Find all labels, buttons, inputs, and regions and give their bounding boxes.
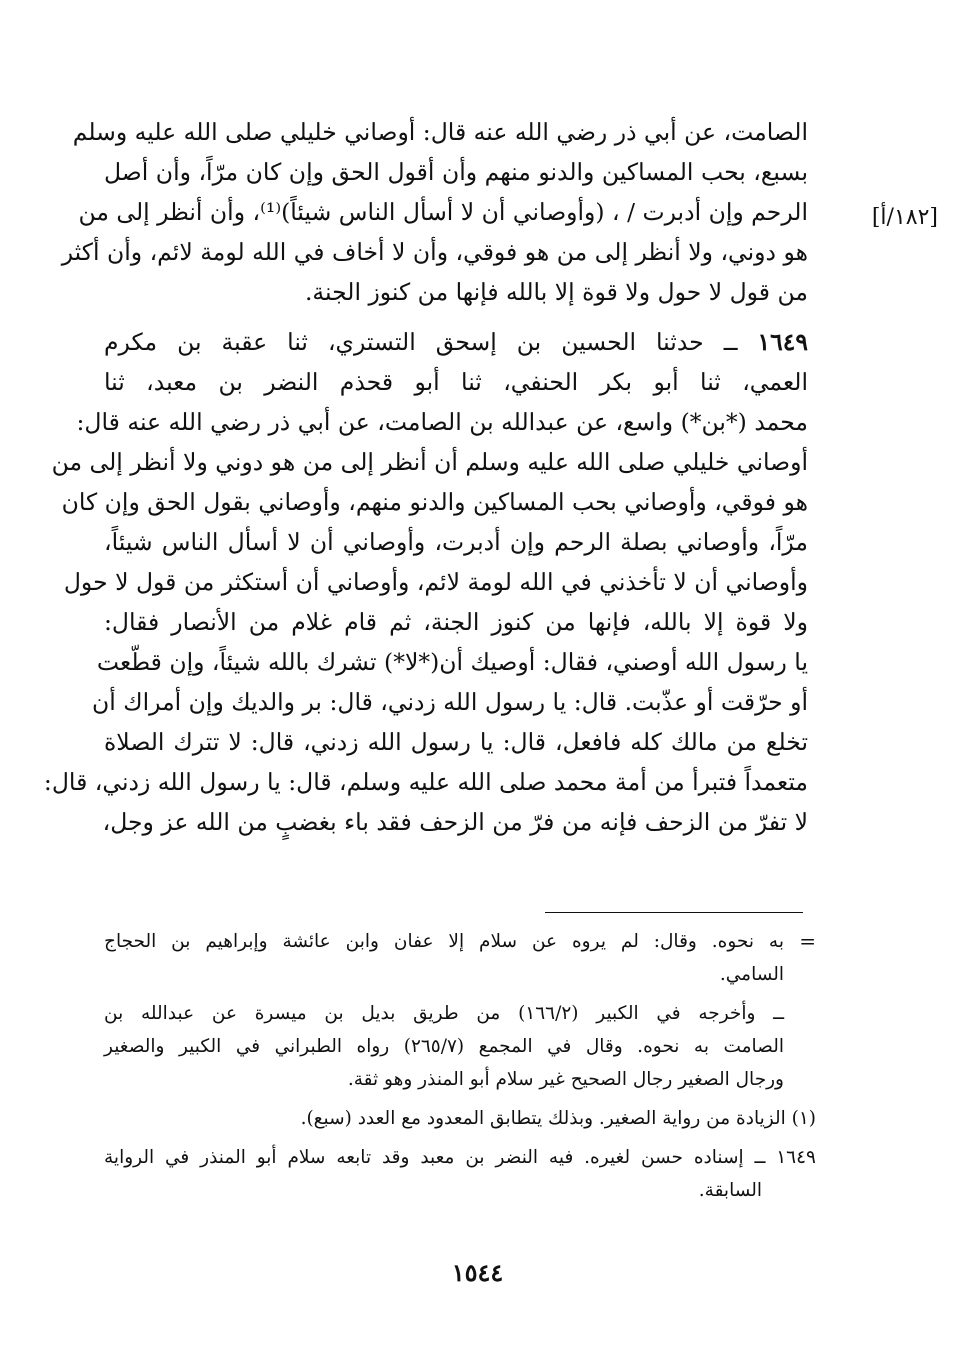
footnote-line: السابقة. bbox=[698, 1180, 762, 1201]
text-line: هو فوقي، وأوصاني بحب المساكين والدنو منهم، وأوصاني بقول الحق وإن كان bbox=[61, 488, 808, 516]
text-line: أوصاني خليلي صلى الله عليه وسلم أن أنظر إلى من هو دوني ولا أنظر إلى من bbox=[51, 448, 808, 476]
text-line: هو دوني، ولا أنظر إلى من هو فوقي، وأن لا أخاف في الله لومة لائم، وأن أكثر bbox=[61, 238, 808, 266]
hadith-first-line bbox=[104, 322, 808, 362]
paragraph-continuation bbox=[61, 112, 808, 312]
footnote-line: ــ وأخرجه في الكبير (١٦٦/٢) من طريق بديل بن ميسرة عن عبدالله بن bbox=[104, 1003, 784, 1024]
text-line: لا تفرّ من الزحف فإنه من فرّ من الزحف فقد باء بغضبٍ من الله عز وجل، bbox=[102, 808, 808, 836]
footnote-line: السامي. bbox=[719, 964, 784, 985]
footnote-1 bbox=[104, 1102, 816, 1135]
folio-margin-note: [١٨٢/أ] bbox=[871, 205, 938, 230]
footnote-takhrij bbox=[104, 997, 816, 1096]
text-line: العمي، ثنا أبو بكر الحنفي، ثنا أبو قحذم النضر بن معبد، ثنا bbox=[104, 368, 808, 396]
footnote-continuation bbox=[104, 925, 816, 991]
page-number: ١٥٤٤ bbox=[451, 1258, 504, 1287]
hadith-first-line-text: ــ حدثنا الحسين بن إسحق التستري، ثنا عقبة بن مكرم bbox=[104, 328, 738, 356]
text-line: وأوصاني أن لا تأخذني في الله لومة لائم، وأوصاني أن أستكثر من قول لا حول bbox=[63, 568, 808, 596]
footnote-1649 bbox=[104, 1141, 816, 1207]
text-line: الرحم وإن أدبرت / ، (وأوصاني أن لا أسأل الناس شيئاً)⁽¹⁾، وأن أنظر إلى من bbox=[78, 198, 808, 226]
text-line: من قول لا حول ولا قوة إلا بالله فإنها من كنوز الجنة. bbox=[304, 278, 808, 306]
text-line: ولا قوة إلا بالله، فإنها من كنوز الجنة، ثم قام غلام من الأنصار فقال: bbox=[104, 608, 808, 636]
text-line: يا رسول الله أوصني، فقال: أوصيك أن(*لا*) تشرك بالله شيئاً، وإن قطّعت bbox=[96, 648, 808, 676]
text-line: بسبع، بحب المساكين والدنو منهم وأن أقول الحق وإن كان مرّاً، وأن أصل bbox=[104, 158, 808, 186]
footnotes bbox=[104, 925, 816, 1207]
text-line: الصامت، عن أبي ذر رضي الله عنه قال: أوصاني خليلي صلى الله عليه وسلم bbox=[72, 118, 808, 146]
text-line: مرّاً، وأوصاني بصلة الرحم وإن أدبرت، وأوصاني أن لا أسأل الناس شيئاً، bbox=[104, 528, 808, 556]
hadith-paragraph bbox=[43, 322, 808, 842]
footnote-line: ١٦٤٩ ــ إسناده حسن لغيره. فيه النضر بن معبد وقد تابعه سلام أبو المنذر في الرواية bbox=[104, 1147, 816, 1168]
text-line: أو حرّقت أو عذّبت. قال: يا رسول الله زدني، قال: بر والديك وإن أمراك أن bbox=[91, 688, 808, 716]
text-line: محمد (*بن*) واسع، عن عبدالله بن الصامت، عن أبي ذر رضي الله عنه قال: bbox=[76, 408, 808, 436]
footnote-line: (١) الزيادة من رواية الصغير. وبذلك يتطابق المعدود مع العدد (سبع). bbox=[300, 1108, 816, 1129]
text-line: تخلع من مالك كله فافعل، قال: يا رسول الله زدني، قال: لا تترك الصلاة bbox=[104, 728, 808, 756]
footnote-line: به نحوه. وقال: لم يروه عن سلام إلا عفان وابن عائشة وإبراهيم بن الحجاج bbox=[104, 931, 784, 952]
hadith-number: ١٦٤٩ bbox=[757, 328, 808, 356]
text-line: متعمداً فتبرأ من أمة محمد صلى الله عليه وسلم، قال: يا رسول الله زدني، قال: bbox=[43, 768, 808, 796]
continuation-marker: = bbox=[799, 929, 816, 953]
footnote-line: الصامت به نحوه. وقال في المجمع (٢٦٥/٧) رواه الطبراني في الكبير والصغير bbox=[104, 1036, 784, 1057]
main-text bbox=[43, 112, 808, 842]
footnote-divider bbox=[545, 912, 803, 913]
footnote-line: ورجال الصغير رجال الصحيح غير سلام أبو المنذر وهو ثقة. bbox=[347, 1069, 784, 1090]
